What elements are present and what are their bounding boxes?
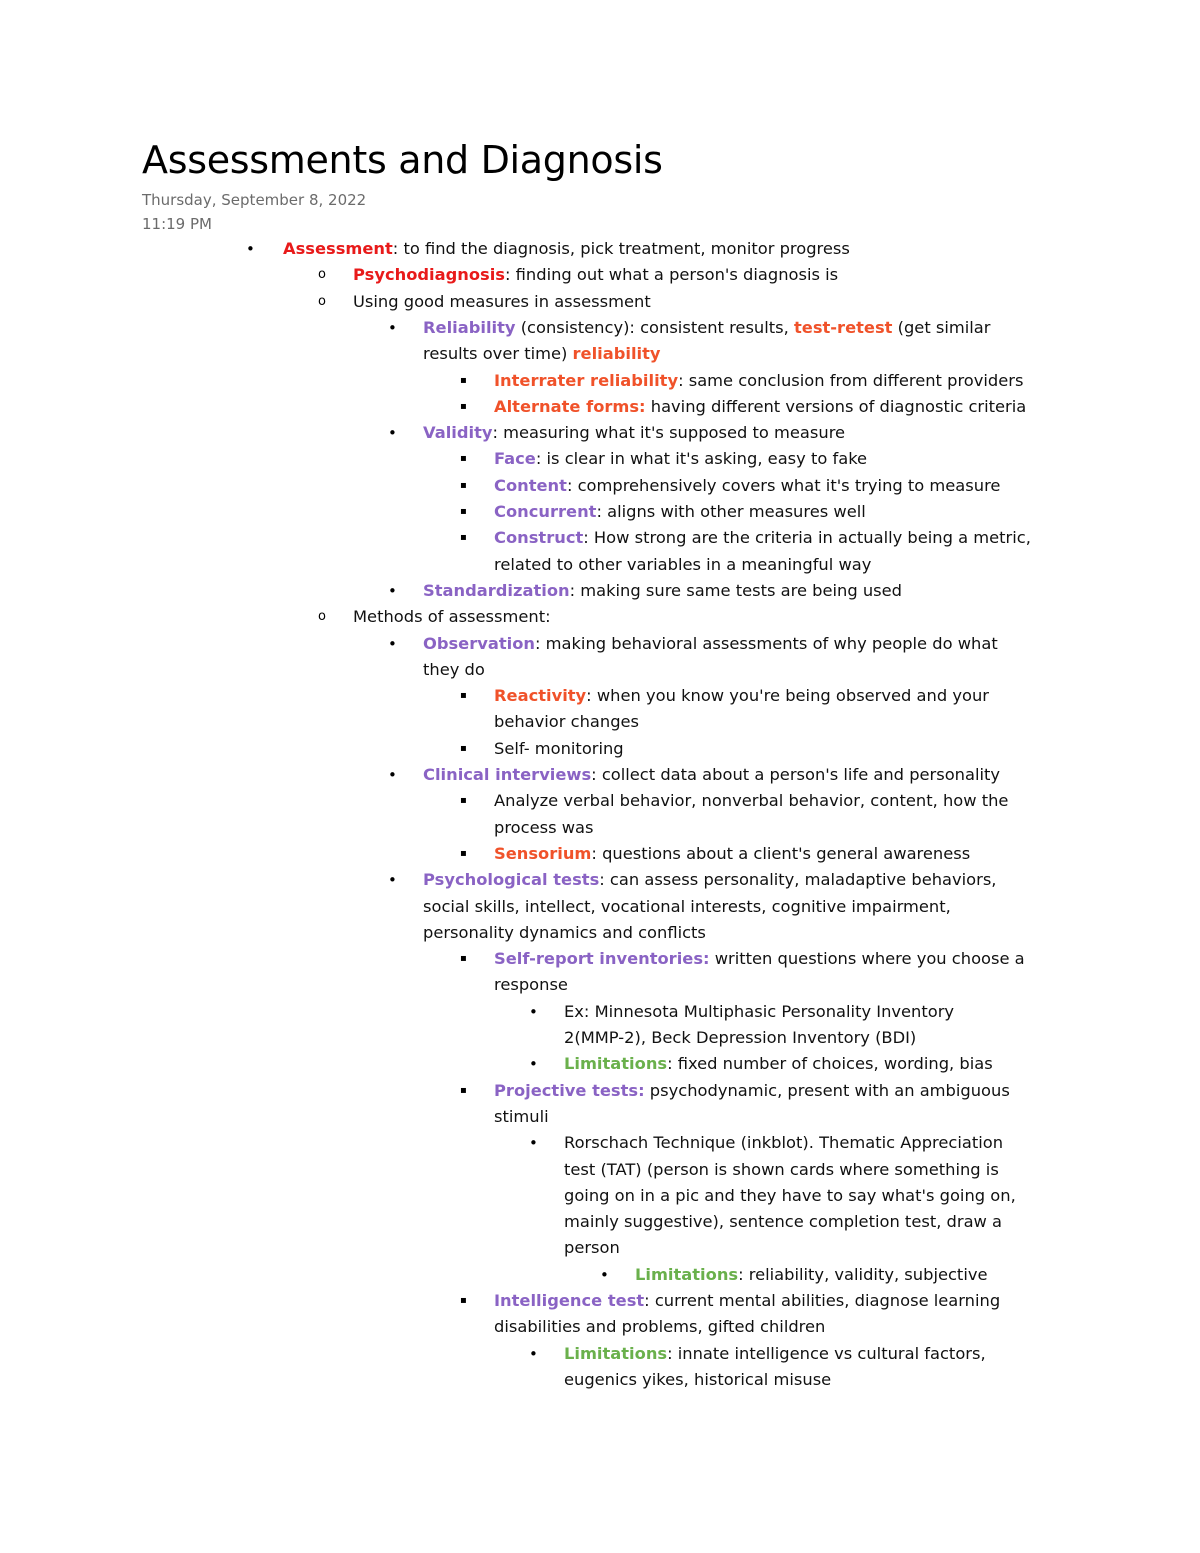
line-text: behavior changes <box>494 712 640 732</box>
outline-line <box>494 972 568 998</box>
line-text: they do <box>423 659 485 679</box>
square-bullet-icon: ▪ <box>460 374 467 386</box>
line-text: : collect data about a person's life and personality <box>591 765 1001 784</box>
outline-line <box>423 341 661 367</box>
highlighted-term: Content <box>494 475 567 495</box>
line-text: related to other variables in a meaningful way <box>494 554 872 574</box>
line-text: response <box>494 975 568 995</box>
disc-bullet-icon: • <box>388 871 397 890</box>
page-title: Assessments and Diagnosis <box>142 138 663 182</box>
outline-line <box>423 578 902 604</box>
square-bullet-icon: ▪ <box>460 453 467 465</box>
disc-bullet-icon: • <box>388 318 397 337</box>
line-text: : comprehensively covers what it's trying to measure <box>566 475 1001 495</box>
outline-line <box>494 552 871 578</box>
line-text: written questions where you choose a <box>709 949 1025 969</box>
line-text: : is clear in what it's asking, easy to fake <box>535 449 868 469</box>
outline-line <box>494 446 867 472</box>
square-bullet-icon: ▪ <box>460 742 467 754</box>
disc-bullet-icon: • <box>529 1002 538 1021</box>
highlighted-term: Psychodiagnosis <box>353 265 505 285</box>
outline-line <box>564 1341 986 1367</box>
outline-line <box>564 1209 1002 1235</box>
outline-line <box>353 262 838 288</box>
highlighted-term: test-retest <box>794 317 893 337</box>
outline-line <box>494 1314 825 1340</box>
highlighted-term: Reactivity <box>494 686 587 706</box>
outline-line <box>494 788 1008 814</box>
line-text: : finding out what a person's diagnosis is <box>505 265 839 285</box>
line-text: (consistency): consistent results, <box>515 317 794 337</box>
outline-line <box>494 946 1025 972</box>
highlighted-term: Limitations <box>635 1264 739 1284</box>
line-text: having different versions of diagnostic criteria <box>645 396 1027 416</box>
highlighted-term: Sensorium <box>494 843 592 863</box>
line-text: social skills, intellect, vocational interests, cognitive impairment, <box>423 896 951 916</box>
line-text: : when you know you're being observed and your <box>586 686 989 706</box>
line-text: Self- monitoring <box>494 738 624 758</box>
line-text: test (TAT) (person is shown cards where something is <box>564 1159 999 1179</box>
highlighted-term: Limitations <box>564 1054 668 1074</box>
line-text: (get similar <box>892 317 991 337</box>
square-bullet-icon: ▪ <box>460 532 467 544</box>
note-date: Thursday, September 8, 2022 <box>142 191 367 209</box>
disc-bullet-icon: • <box>246 240 255 258</box>
outline-line <box>423 894 951 920</box>
square-bullet-icon: ▪ <box>460 400 467 412</box>
outline-line <box>564 1235 620 1261</box>
highlighted-term: Assessment <box>283 239 393 258</box>
outline-line <box>564 1051 993 1077</box>
square-bullet-icon: ▪ <box>460 795 467 807</box>
line-text: : making sure same tests are being used <box>569 580 903 600</box>
disc-bullet-icon: • <box>388 424 397 443</box>
disc-bullet-icon: • <box>388 766 397 784</box>
disc-bullet-icon: • <box>529 1055 538 1074</box>
line-text: Ex: Minnesota Multiphasic Personality Inventory <box>564 1001 955 1021</box>
outline-line <box>635 1262 988 1288</box>
highlighted-term: Observation <box>423 633 535 653</box>
line-text: : same conclusion from different providers <box>678 370 1024 390</box>
highlighted-term: Construct <box>494 528 584 548</box>
line-text: results over time) <box>423 344 573 364</box>
highlighted-term: Self-report inventories: <box>494 949 710 969</box>
highlighted-term: Limitations <box>564 1343 668 1363</box>
highlighted-term: reliability <box>572 344 661 364</box>
square-bullet-icon: ▪ <box>460 690 467 702</box>
outline-line <box>564 1130 1003 1156</box>
square-bullet-icon: ▪ <box>460 479 467 491</box>
circle-bullet-icon: o <box>318 293 326 309</box>
outline-line <box>423 420 845 446</box>
line-text: Using good measures in assessment <box>353 291 651 311</box>
outline-line <box>494 394 1026 420</box>
line-text: eugenics yikes, historical misuse <box>564 1369 832 1389</box>
line-text: psychodynamic, present with an ambiguous <box>644 1080 1010 1100</box>
square-bullet-icon: ▪ <box>460 847 467 859</box>
outline-line <box>494 815 594 841</box>
outline-line <box>494 1288 1000 1314</box>
line-text: person <box>564 1238 620 1258</box>
disc-bullet-icon: • <box>600 1265 609 1284</box>
highlighted-term: Face <box>494 449 536 469</box>
outline-line <box>494 1078 1010 1104</box>
line-text: : fixed number of choices, wording, bias <box>667 1054 993 1074</box>
line-text: Analyze verbal behavior, nonverbal behavior, content, how the <box>494 791 1009 811</box>
line-text: going on in a pic and they have to say what's going on, <box>564 1185 1016 1205</box>
square-bullet-icon: ▪ <box>460 1295 467 1306</box>
highlighted-term: Clinical interviews <box>423 765 592 784</box>
outline-line <box>494 736 624 762</box>
line-text: : innate intelligence vs cultural factors, <box>667 1343 986 1363</box>
line-text: disabilities and problems, gifted children <box>494 1317 826 1337</box>
square-bullet-icon: ▪ <box>460 506 467 517</box>
outline-line <box>564 1367 831 1393</box>
outline-line <box>564 1025 916 1051</box>
line-text: : How strong are the criteria in actually being a metric, <box>583 528 1031 548</box>
outline-line <box>423 315 990 341</box>
line-text: 2(MMP-2), Beck Depression Inventory (BDI) <box>564 1028 917 1047</box>
outline-line <box>423 867 997 893</box>
outline-line <box>353 289 651 315</box>
note-time: 11:19 PM <box>142 215 212 233</box>
outline-line <box>423 920 706 946</box>
circle-bullet-icon: o <box>318 609 326 625</box>
line-text: mainly suggestive), sentence completion test, draw a <box>564 1212 1003 1232</box>
outline-line <box>423 657 485 683</box>
line-text: personality dynamics and conflicts <box>423 922 706 942</box>
line-text: : reliability, validity, subjective <box>738 1264 988 1284</box>
highlighted-term: Standardization <box>423 580 570 600</box>
outline-line <box>494 499 866 525</box>
outline-line <box>564 1183 1016 1209</box>
line-text: stimuli <box>494 1106 549 1126</box>
highlighted-term: Reliability <box>423 317 516 337</box>
disc-bullet-icon: • <box>529 1344 538 1363</box>
highlighted-term: Projective tests: <box>494 1080 645 1100</box>
outline-line <box>423 762 1000 788</box>
outline-line <box>494 473 1000 499</box>
highlighted-term: Psychological tests <box>423 870 600 890</box>
outline-line <box>494 1104 549 1130</box>
line-text: : can assess personality, maladaptive behaviors, <box>599 870 997 890</box>
square-bullet-icon: ▪ <box>460 1084 467 1096</box>
outline-line <box>564 999 954 1025</box>
disc-bullet-icon: • <box>388 634 397 653</box>
outline-line <box>353 604 551 630</box>
line-text: Methods of assessment: <box>353 607 551 627</box>
outline-line <box>564 1157 999 1183</box>
outline-line <box>423 631 998 657</box>
highlighted-term: Interrater reliability <box>494 370 679 390</box>
highlighted-term: Validity <box>423 423 493 443</box>
line-text: : measuring what it's supposed to measure <box>492 423 846 443</box>
line-text: : making behavioral assessments of why people do what <box>535 633 998 653</box>
outline-line <box>494 368 1023 394</box>
line-text: : aligns with other measures well <box>596 502 866 521</box>
line-text: : current mental abilities, diagnose learning <box>644 1291 1001 1310</box>
line-text: process was <box>494 817 594 837</box>
outline-line <box>494 841 970 867</box>
line-text: : to find the diagnosis, pick treatment, monitor progress <box>392 239 850 258</box>
disc-bullet-icon: • <box>529 1134 538 1153</box>
highlighted-term: Concurrent <box>494 502 597 521</box>
outline-line <box>494 525 1031 551</box>
disc-bullet-icon: • <box>388 581 397 600</box>
outline-line <box>494 683 989 709</box>
highlighted-term: Intelligence test <box>494 1291 645 1310</box>
outline-line <box>283 236 850 262</box>
line-text: : questions about a client's general awareness <box>591 843 971 863</box>
outline-line <box>494 709 639 735</box>
line-text: Rorschach Technique (inkblot). Thematic Appreciation <box>564 1133 1004 1153</box>
square-bullet-icon: ▪ <box>460 953 467 965</box>
circle-bullet-icon: o <box>318 267 326 283</box>
highlighted-term: Alternate forms: <box>494 396 646 416</box>
